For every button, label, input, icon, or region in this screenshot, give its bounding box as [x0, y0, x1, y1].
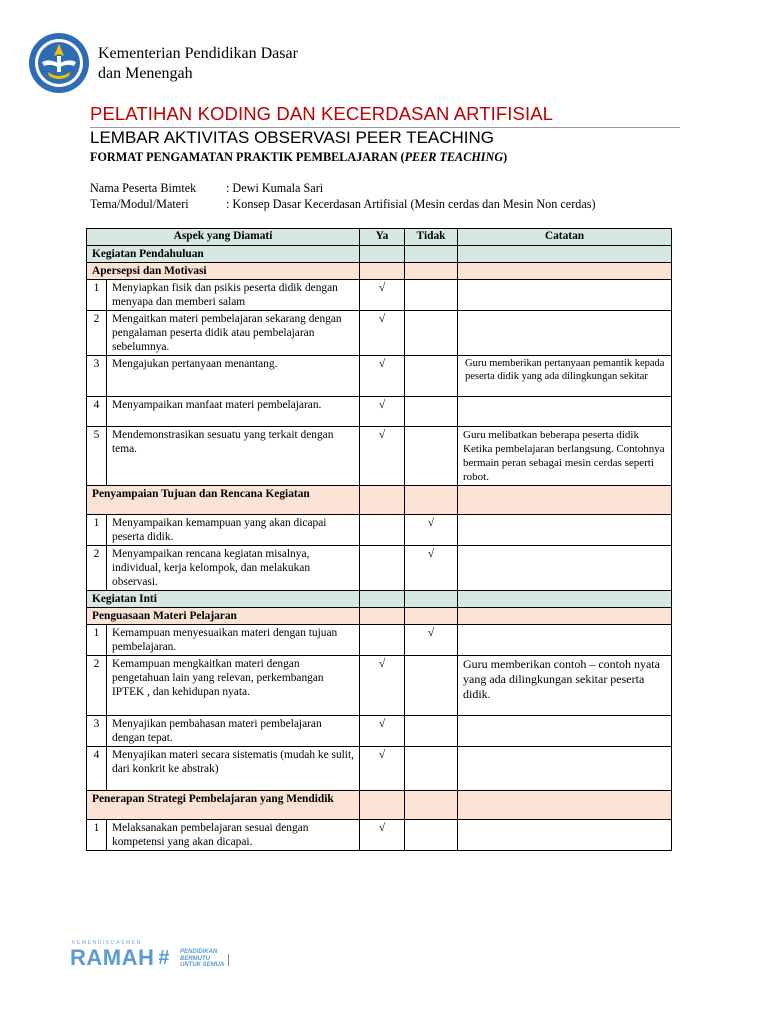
peserta-value: : Dewi Kumala Sari — [226, 181, 324, 195]
subsection-label: Penerapan Strategi Pembelajaran yang Mendidik — [87, 791, 360, 820]
row-number: 2 — [87, 311, 107, 356]
header-catatan: Catatan — [458, 229, 672, 246]
subsection-label: Apersepsi dan Motivasi — [87, 263, 360, 280]
section-label: Kegiatan Pendahuluan — [87, 246, 360, 263]
footer-logo — [70, 940, 240, 972]
hashtag-icon: # — [158, 947, 170, 969]
row-note — [458, 546, 672, 591]
tagline-3: UNTUK SEMUA — [180, 962, 225, 968]
table-row — [87, 515, 672, 546]
header-aspek: Aspek yang Diamati — [87, 229, 360, 246]
row-tidak: √ — [405, 625, 458, 656]
row-aspect: Melaksanakan pembelajaran sesuai dengan kompetensi yang akan dicapai. — [107, 820, 360, 851]
row-ya: √ — [360, 656, 405, 716]
row-tidak: √ — [405, 546, 458, 591]
subsection-row — [87, 486, 672, 515]
table-row — [87, 427, 672, 486]
header-tidak: Tidak — [405, 229, 458, 246]
row-tidak — [405, 656, 458, 716]
subsection-row — [87, 263, 672, 280]
row-number: 4 — [87, 747, 107, 791]
row-aspect: Kemampuan mengkaitkan materi dengan pengetahuan lain yang relevan, perkembangan IPTEK , dan kehidupan nyata. — [107, 656, 360, 716]
row-number: 1 — [87, 625, 107, 656]
row-note — [458, 311, 672, 356]
row-aspect: Menyampaikan manfaat materi pembelajaran. — [107, 397, 360, 427]
subsection-row — [87, 791, 672, 820]
row-ya: √ — [360, 356, 405, 397]
row-note — [458, 820, 672, 851]
row-aspect: Menyajikan pembahasan materi pembelajaran dengan tepat. — [107, 716, 360, 747]
row-number: 2 — [87, 656, 107, 716]
row-number: 2 — [87, 546, 107, 591]
row-number: 3 — [87, 356, 107, 397]
row-ya — [360, 515, 405, 546]
tema-value: : Konsep Dasar Kecerdasan Artifisial (Mesin cerdas dan Mesin Non cerdas) — [226, 197, 596, 211]
participant-info — [90, 180, 596, 212]
tagline — [180, 949, 224, 969]
ministry-logo-icon — [28, 32, 90, 94]
row-aspect: Kemampuan menyesuaikan materi dengan tujuan pembelajaran. — [107, 625, 360, 656]
row-ya: √ — [360, 747, 405, 791]
row-ya: √ — [360, 311, 405, 356]
format-prefix: FORMAT PENGAMATAN PRAKTIK PEMBELAJARAN ( — [90, 150, 405, 164]
footer-divider — [228, 954, 229, 966]
row-tidak — [405, 356, 458, 397]
row-aspect: Mendemonstrasikan sesuatu yang terkait dengan tema. — [107, 427, 360, 486]
format-line — [90, 150, 507, 165]
row-number: 1 — [87, 820, 107, 851]
row-ya: √ — [360, 280, 405, 311]
row-aspect: Mengaitkan materi pembelajaran sekarang dengan pengalaman peserta didik atau pembelajaran sebelumnya. — [107, 311, 360, 356]
table-row — [87, 311, 672, 356]
section-row — [87, 591, 672, 608]
row-tidak — [405, 747, 458, 791]
row-ya — [360, 625, 405, 656]
document-subtitle: LEMBAR AKTIVITAS OBSERVASI PEER TEACHING — [90, 128, 495, 147]
ministry-name — [98, 44, 298, 84]
tagline-2: BERMUTU — [180, 955, 210, 962]
peserta-label: Nama Peserta Bimtek — [90, 181, 197, 195]
row-aspect: Menyiapkan fisik dan psikis peserta didik dengan menyapa dan memberi salam — [107, 280, 360, 311]
tagline-1: PENDIDIKAN — [180, 949, 218, 955]
table-row — [87, 397, 672, 427]
subsection-label: Penguasaan Materi Pelajaran — [87, 608, 360, 625]
row-number: 4 — [87, 397, 107, 427]
row-ya: √ — [360, 397, 405, 427]
row-tidak: √ — [405, 515, 458, 546]
kemendikdasmen-text: KEMENDIKDASMEN — [72, 940, 142, 946]
row-tidak — [405, 280, 458, 311]
row-note — [458, 625, 672, 656]
row-tidak — [405, 427, 458, 486]
subsection-label: Penyampaian Tujuan dan Rencana Kegiatan — [87, 486, 360, 515]
row-note — [458, 397, 672, 427]
row-number: 1 — [87, 280, 107, 311]
row-note — [458, 515, 672, 546]
table-row — [87, 356, 672, 397]
table-row — [87, 546, 672, 591]
row-note — [458, 280, 672, 311]
row-note — [458, 716, 672, 747]
ramah-logo: RAMAH — [70, 945, 155, 970]
table-row — [87, 747, 672, 791]
tema-label: Tema/Modul/Materi — [90, 197, 189, 211]
section-row — [87, 246, 672, 263]
subsection-row — [87, 608, 672, 625]
row-number: 3 — [87, 716, 107, 747]
table-row — [87, 625, 672, 656]
row-ya — [360, 546, 405, 591]
row-ya: √ — [360, 716, 405, 747]
row-aspect: Menyampaikan rencana kegiatan misalnya, individual, kerja kelompok, dan melakukan observasi. — [107, 546, 360, 591]
row-ya: √ — [360, 427, 405, 486]
row-number: 5 — [87, 427, 107, 486]
row-ya: √ — [360, 820, 405, 851]
table-header-row — [87, 229, 672, 246]
table-row — [87, 716, 672, 747]
row-tidak — [405, 716, 458, 747]
format-italic: PEER TEACHING — [404, 150, 504, 164]
row-note: Guru memberikan contoh – contoh nyata yang ada dilingkungan sekitar peserta didik. — [458, 656, 672, 716]
format-suffix: ) — [503, 150, 508, 164]
row-tidak — [405, 397, 458, 427]
row-note — [458, 747, 672, 791]
row-tidak — [405, 311, 458, 356]
table-row — [87, 820, 672, 851]
document-title: PELATIHAN KODING DAN KECERDASAN ARTIFISIAL — [90, 103, 554, 124]
ministry-line1: Kementerian Pendidikan Dasar — [98, 45, 298, 62]
row-note: Guru memberikan pertanyaan pemantik kepada peserta didik yang ada dilingkungan sekitar — [458, 356, 672, 397]
header-ya: Ya — [360, 229, 405, 246]
row-tidak — [405, 820, 458, 851]
table-row — [87, 280, 672, 311]
row-aspect: Menyajikan materi secara sistematis (mudah ke sulit, dari konkrit ke abstrak) — [107, 747, 360, 791]
table-row — [87, 656, 672, 716]
observation-table — [86, 228, 672, 851]
row-aspect: Menyampaikan kemampuan yang akan dicapai peserta didik. — [107, 515, 360, 546]
ministry-line2: dan Menengah — [98, 65, 193, 82]
row-number: 1 — [87, 515, 107, 546]
row-aspect: Mengajukan pertanyaan menantang. — [107, 356, 360, 397]
row-note: Guru melibatkan beberapa peserta didik Ketika pembelajaran berlangsung. Contohnya bermain peran sebagai mesin cerdas seperti robot. — [458, 427, 672, 486]
section-label: Kegiatan Inti — [87, 591, 360, 608]
